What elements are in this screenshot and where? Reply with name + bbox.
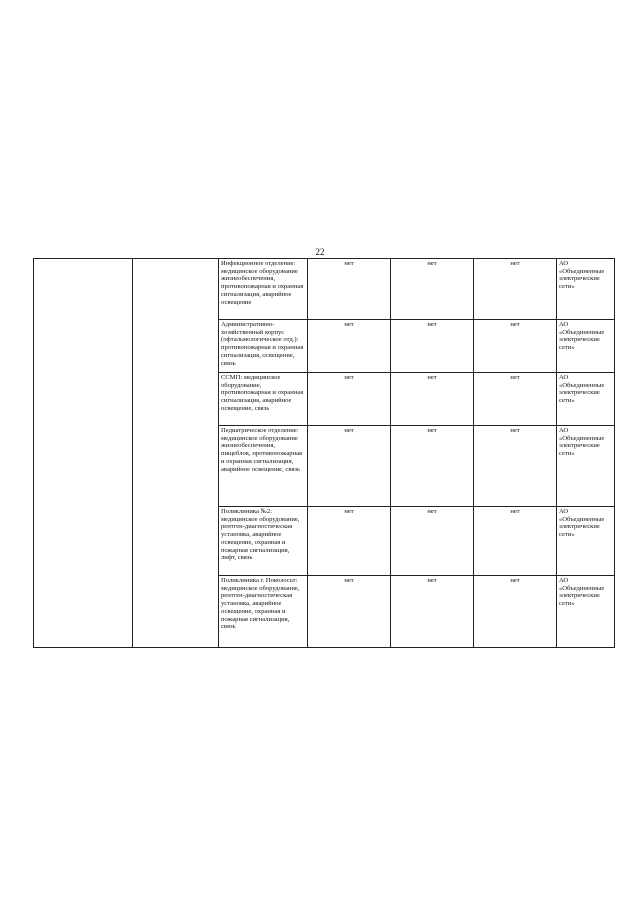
value-cell: нет <box>391 576 474 648</box>
facility-description: Педиатрическое отделение: медицинское оборудование жизнеобеспечения, пищеблок, противопожарная и охранная сигнализация, аварийное освещение, связь <box>219 426 308 507</box>
value-cell: нет <box>308 507 391 576</box>
value-cell: нет <box>308 426 391 507</box>
value-cell: нет <box>474 507 557 576</box>
merged-cell-col-a <box>34 259 133 648</box>
facility-description: Административно-хозяйственный корпус (офтальмологическое отд.): противопожарная и охранная сигнализация, освещение, связь <box>219 320 308 373</box>
facility-description: Поликлиника №2: медицинское оборудование, рентген-диагностическая установка, аварийное освещение, охранная и пожарная сигнализация, лифт, связь <box>219 507 308 576</box>
supplier-cell: АО «Объединенные электрические сети» <box>557 259 615 320</box>
supplier-cell: АО «Объединенные электрические сети» <box>557 426 615 507</box>
supplier-cell: АО «Объединенные электрические сети» <box>557 320 615 373</box>
value-cell: нет <box>308 576 391 648</box>
value-cell: нет <box>308 259 391 320</box>
value-cell: нет <box>474 576 557 648</box>
value-cell: нет <box>391 426 474 507</box>
value-cell: нет <box>474 426 557 507</box>
merged-cell-col-b <box>133 259 219 648</box>
value-cell: нет <box>308 320 391 373</box>
value-cell: нет <box>308 373 391 426</box>
value-cell: нет <box>474 259 557 320</box>
page-number: 22 <box>315 247 325 257</box>
value-cell: нет <box>391 259 474 320</box>
facility-description: Поликлиника г. Новолосьт: медицинское оборудование, рентген-диагностическая установка, аварийное освещение, охранная и пожарная сигнализация, связь <box>219 576 308 648</box>
value-cell: нет <box>474 373 557 426</box>
supplier-cell: АО «Объединенные электрические сети» <box>557 373 615 426</box>
value-cell: нет <box>391 320 474 373</box>
value-cell: нет <box>391 507 474 576</box>
supplier-cell: АО «Объединенные электрические сети» <box>557 507 615 576</box>
value-cell: нет <box>391 373 474 426</box>
supplier-cell: АО «Объединенные электрические сети» <box>557 576 615 648</box>
table-row <box>34 259 615 320</box>
facility-table <box>33 258 615 648</box>
value-cell: нет <box>474 320 557 373</box>
facility-description: Инфекционное отделение: медицинское оборудование жизнеобеспечения, противопожарная и охранная сигнализация, аварийное освещение <box>219 259 308 320</box>
facility-description: ССМП: медицинское оборудование, противопожарная и охранная сигнализация, аварийное освещение, связь <box>219 373 308 426</box>
